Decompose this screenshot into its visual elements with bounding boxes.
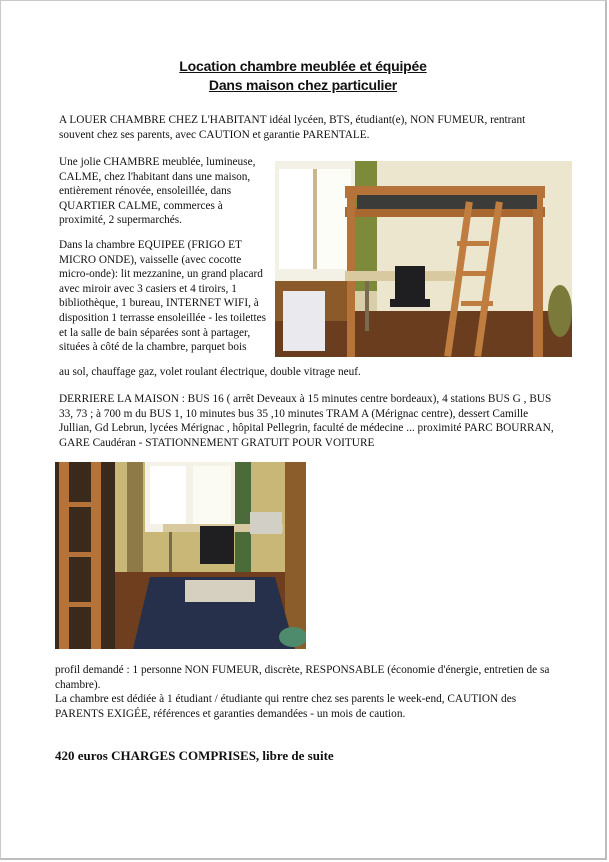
room-photo-mezzanine: [275, 161, 572, 357]
room-photo-desk: [55, 462, 306, 649]
room-photo-desk-drawing: [55, 462, 306, 649]
description-paragraph-1: Une jolie CHAMBRE meublée, lumineuse, CALME, chez l'habitant dans une maison, entièrement rénovée, ensoleillée, dans QUARTIER CALME, commerces à proximité, 2 supermarchés.: [59, 156, 256, 227]
room-photo-mezzanine-drawing: [275, 161, 572, 357]
description-paragraph-2-tail: au sol, chauffage gaz, volet roulant électrique, double vitrage neuf.: [59, 366, 361, 378]
price-line: 420 euros CHARGES COMPRISES, libre de suite: [55, 748, 334, 763]
intro-paragraph: A LOUER CHAMBRE CHEZ L'HABITANT idéal lycéen, BTS, étudiant(e), NON FUMEUR, rentrant souvent chez ses parents, avec CAUTION et garantie PARENTALE.: [59, 114, 526, 141]
title-line-1: Location chambre meublée et équipée: [179, 58, 427, 74]
description-paragraph-2: Dans la chambre EQUIPEE (FRIGO ET MICRO ONDE), vaisselle (avec cocotte micro-onde): lit mezzanine, un grand placard avec miroir avec 3 casiers et 4 tiroirs, 1 bibliothèque, 1 bureau, INTERNET WIFI, à disposition 1 terrasse ensoleillée - les toilettes et la salle de bain séparées sont à partager, situées à côté de la chambre, parquet bois: [59, 239, 267, 354]
location-paragraph: DERRIERE LA MAISON : BUS 16 ( arrêt Deveaux à 15 minutes centre bordeaux), 4 stations BUS G , BUS 33, 73 ; à 700 m du BUS 1, 10 minutes bus 35 ,10 minutes TRAM A (Mérignac centre), dessert Camille Jullian, Gd Lebrun, lycées Mérignac , hôpital Pellegrin, faculté de médecine ... proximité PARC BOURRAN, GARE Caudéran - STATIONNEMENT GRATUIT POUR VOITURE: [59, 393, 554, 449]
profile-paragraph: profil demandé : 1 personne NON FUMEUR, discrète, RESPONSABLE (économie d'énergie, entretien de sa chambre).: [55, 664, 550, 691]
conditions-paragraph: La chambre est dédiée à 1 étudiant / étudiante qui rentre chez ses parents le week-end, CAUTION des PARENTS EXIGÉE, références et garanties demandées - un mois de caution.: [55, 693, 517, 720]
title-line-2: Dans maison chez particulier: [208, 77, 398, 93]
